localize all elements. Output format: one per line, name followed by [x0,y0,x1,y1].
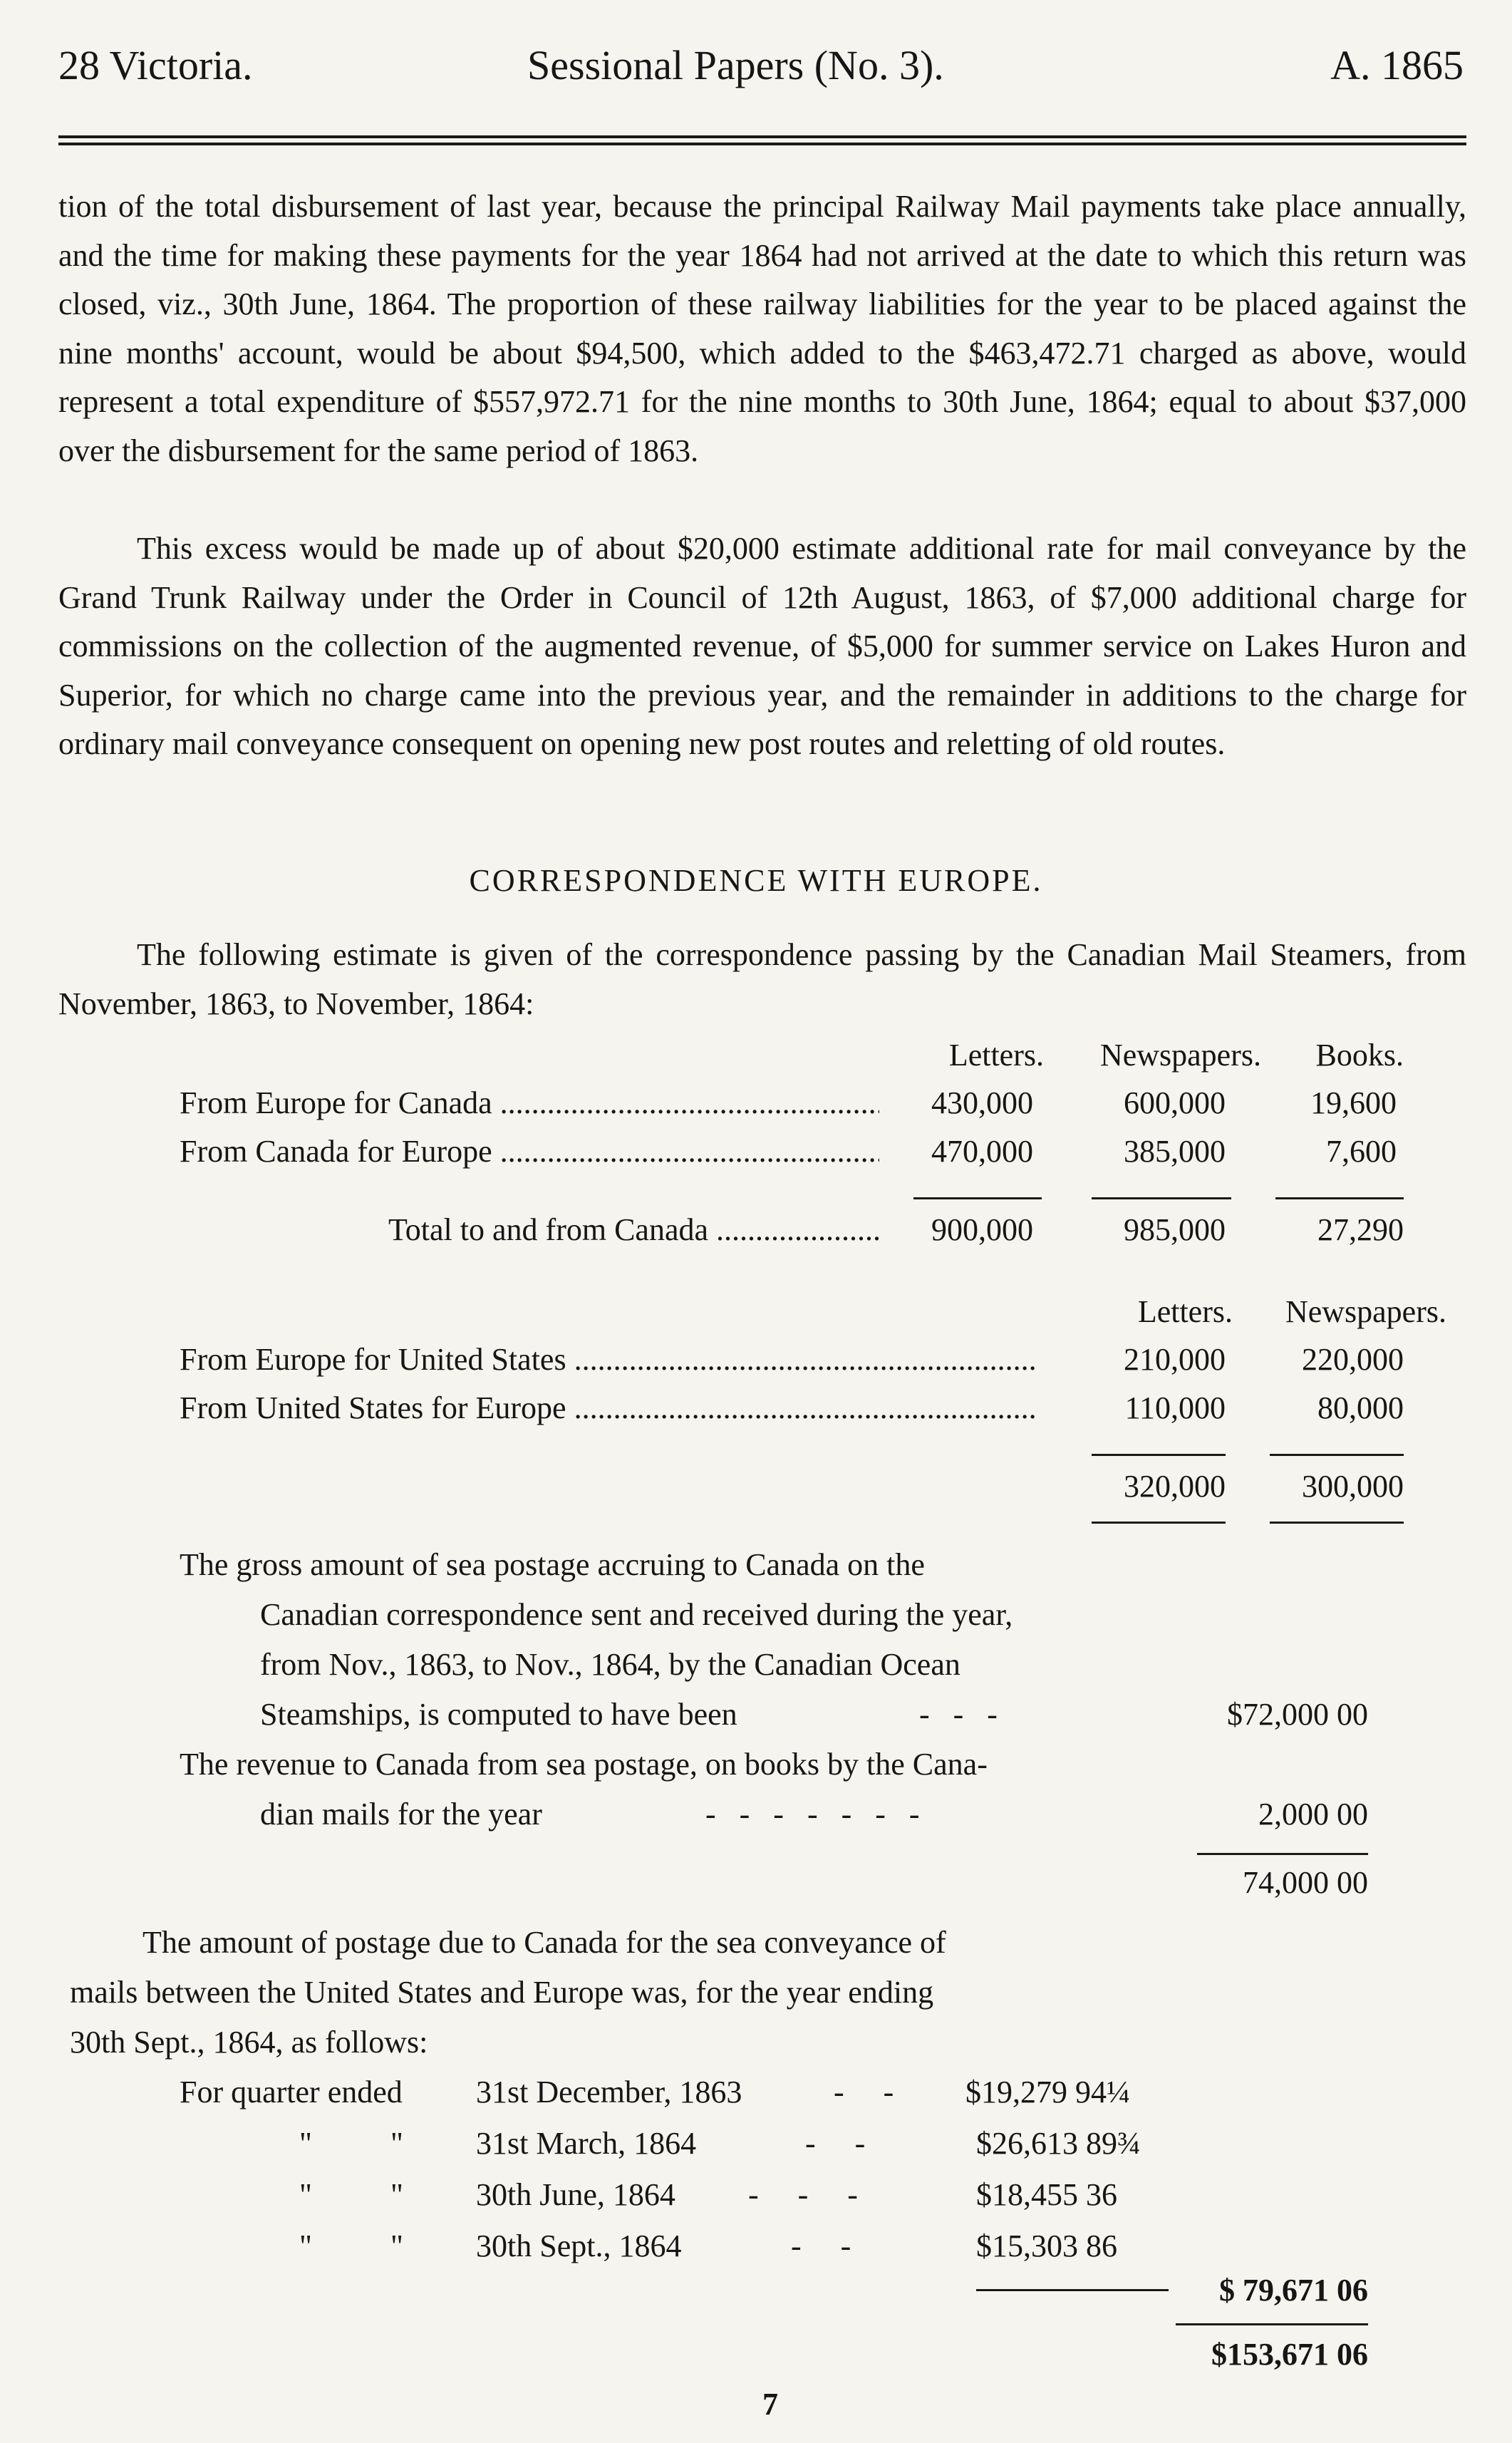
quarter-dashes: - - - [748,2177,858,2212]
total-newspapers: 985,000 [1124,1212,1226,1247]
header-center: Sessional Papers (No. 3). [527,42,944,88]
quarter-date: 30th Sept., 1864 [476,2228,682,2263]
quarter-amount: $15,303 86 [976,2228,1117,2263]
col-header-books: Books. [1315,1038,1404,1073]
revenue-line-1: The revenue to Canada from sea postage, on books by the Cana- [180,1747,988,1782]
col-header-newspapers: Newspapers. [1285,1294,1446,1329]
cell-newspapers: 80,000 [1317,1390,1404,1425]
col-header-letters: Letters. [948,1038,1044,1073]
cell-newspapers: 220,000 [1302,1342,1404,1377]
cell-letters: 470,000 [931,1134,1033,1169]
sum-rule [1092,1454,1226,1456]
gross-line-3: from Nov., 1863, to Nov., 1864, by the Canadian Ocean [260,1647,960,1682]
row-label: From United States for Europe ..... [180,1390,1035,1426]
total-label: Total to and from Canada ..... [388,1212,880,1248]
quarter-prefix: For quarter ended [180,2075,403,2109]
us-intro-line-3: 30th Sept., 1864, as follows: [70,2025,428,2060]
quarter-prefix: " " [299,2177,403,2212]
sea-postage-total: 74,000 00 [1243,1865,1368,1900]
total-books: 27,290 [1317,1212,1404,1247]
sum-rule [976,2289,1169,2291]
cell-letters: 430,000 [931,1085,1033,1120]
cell-books: 19,600 [1310,1085,1397,1120]
grand-total: $153,671 06 [1211,2337,1368,2372]
total-letters: 320,000 [1124,1469,1226,1504]
quarter-dashes: - - [805,2126,866,2161]
section-heading: CORRESPONDENCE WITH EUROPE. [469,863,1043,898]
gross-line-2: Canadian correspondence sent and received during the year, [260,1597,1013,1632]
cell-books: 7,600 [1326,1134,1397,1169]
cell-letters: 210,000 [1124,1342,1226,1377]
quarter-date: 31st March, 1864 [476,2126,697,2161]
header-rule-bottom [58,143,1466,145]
cell-newspapers: 385,000 [1124,1134,1226,1169]
sum-rule [1270,1454,1404,1456]
quarter-prefix: " " [299,2228,403,2263]
sum-rule [913,1197,1042,1199]
revenue-dashes: - - - - - - - [705,1797,920,1832]
revenue-line-2: dian mails for the year [260,1797,542,1832]
quarter-amount: $18,455 36 [976,2177,1117,2212]
double-rule [1270,1522,1404,1524]
sum-rule [1176,2323,1368,2325]
cell-newspapers: 600,000 [1124,1085,1226,1120]
gross-line-1: The gross amount of sea postage accruing to Canada on the [180,1547,925,1582]
quarter-amount: $26,613 89¾ [976,2126,1141,2161]
sum-rule [1092,1197,1231,1199]
total-letters: 900,000 [931,1212,1033,1247]
revenue-amount: 2,000 00 [1258,1797,1368,1832]
row-label: From Europe for Canada ..... [180,1085,879,1121]
quarter-dashes: - - [791,2228,851,2263]
gross-line-4: Steamships, is computed to have been [260,1697,737,1732]
header-rule-top [58,135,1466,138]
quarter-prefix: " " [299,2126,403,2161]
paragraph-1: tion of the total disbursement of last year, because the principal Railway Mail payments take place annually, and the time for making these payments for the year 1864 had not arrived at the date to which this return was closed, viz., 30th June, 1864. The proportion of these railway liabilities for the year to be placed against the nine months' account, would be about $94,500, which added to the $463,472.71 charged as above, would represent a total expenditure of $557,972.71 for the nine months to 30th June, 1864; equal to about $37,000 over the disbursement for the same period of 1863. [58,189,1466,468]
double-rule [1092,1522,1226,1524]
gross-dashes: - - - [919,1697,998,1732]
row-label: From Canada for Europe ..... [180,1133,879,1169]
sum-rule [1275,1197,1404,1199]
quarter-amount: $19,279 94¼ [965,2075,1130,2109]
header-left: 28 Victoria. [58,42,253,88]
gross-amount: $72,000 00 [1227,1697,1368,1732]
header-right: A. 1865 [1330,42,1464,88]
paragraph-2: This excess would be made up of about $20,000 estimate additional rate for mail conveyance by the Grand Trunk Railway under the Order in Council of 12th August, 1863, of $7,000 additional charge for commissions on the collection of the augmented revenue, of $5,000 for summer service on Lakes Huron and Superior, for which no charge came into the previous year, and the remainder in additions to the charge for ordinary mail conveyance consequent on opening new post routes and reletting of old routes. [58,531,1466,762]
total-newspapers: 300,000 [1302,1469,1404,1504]
us-intro-line-2: mails between the United States and Europe was, for the year ending [70,1975,934,2010]
us-intro-line-1: The amount of postage due to Canada for the sea conveyance of [143,1925,946,1960]
quarter-date: 31st December, 1863 [476,2075,742,2109]
quarter-dashes: - - [834,2075,894,2109]
quarters-total: $ 79,671 06 [1219,2273,1368,2308]
col-header-letters: Letters. [1137,1294,1233,1329]
page-mark: 7 [762,2387,778,2422]
sum-rule [1197,1853,1368,1855]
cell-letters: 110,000 [1124,1390,1226,1425]
col-header-newspapers: Newspapers. [1099,1038,1261,1073]
row-label: From Europe for United States ..... [180,1341,1035,1378]
quarter-date: 30th June, 1864 [476,2177,675,2212]
estimate-intro: The following estimate is given of the correspondence passing by the Canadian Mail Steamers, from November, 1863, to November, 1864: [58,937,1466,1021]
